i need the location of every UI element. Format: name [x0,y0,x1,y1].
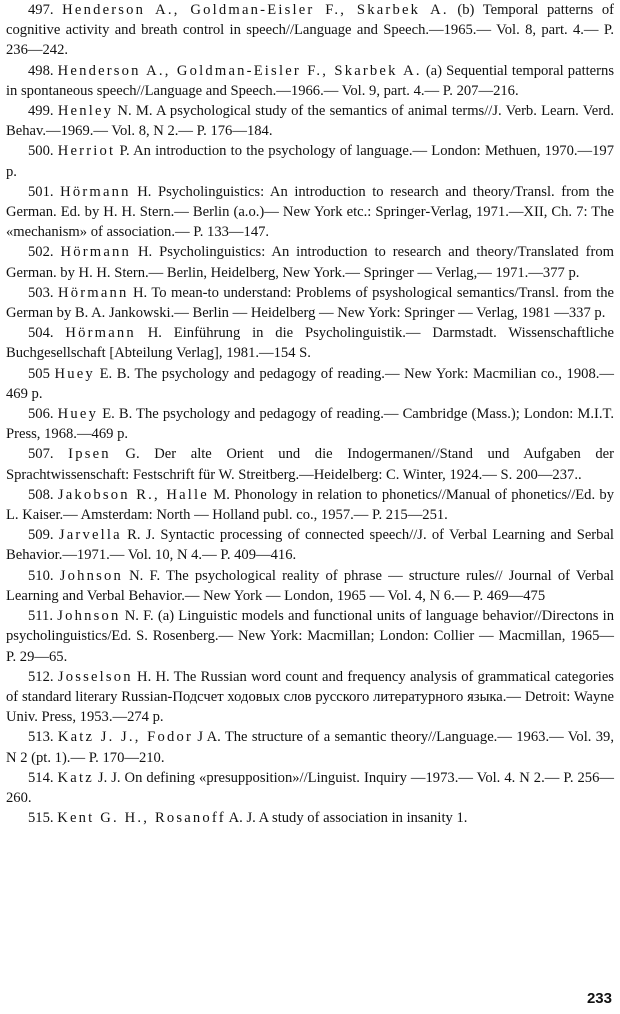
ref-author: Hörmann [58,284,129,301]
ref-number: 497. [28,2,54,18]
reference-entry [6,242,614,282]
ref-author: Katz J. J., Fodor [57,729,194,746]
ref-number: 499. [28,103,54,120]
ref-text: M. Phonology in relation to phonetics//Manual of phonetics//Ed. by L. Kaiser.— Amsterdam: North — Holland publ. co., 1957.— P. 215—251. [6,486,615,524]
ref-author: Henderson A., Goldman-Eisler F., Skarbek A. [62,2,449,18]
reference-entry [6,141,614,181]
ref-text: H. H. The Russian word count and frequency analysis of grammatical categories of standard literary Russian-Подсчет ходовых слов русского литературного языка.— Detroit: Wayne Univ. Press, 1953.—274 p. [6,668,614,726]
ref-text: N. F. (a) Linguistic models and functional units of language behavior//Directons in psycholinguistics/Ed. S. Rosenberg.— New York: Macmillan; London: Collier — Macmillan, 1965— P. 29—65. [6,608,615,665]
ref-author: Kent G. H., Rosanoff [57,810,226,827]
ref-text: J. J. On defining «presupposition»//Linguist. Inquiry —1973.— Vol. 4. N 2.— P. 256—260. [6,769,614,806]
ref-number: 507. [28,446,54,463]
reference-entry [6,283,614,323]
ref-author: Huey [54,365,95,382]
ref-author: Herriot [57,143,116,160]
ref-number: 502. [28,244,54,261]
ref-author: Hörmann [60,183,131,200]
ref-number: 505 [28,365,50,382]
ref-text: N. F. The psychological reality of phrase — structure rules// Journal of Verbal Learning and Verbal Behavior.— New York — London, 1965 — Vol. 4, N 6.— P. 469—475 [6,567,614,604]
ref-text: E. B. The psychology and pedagogy of reading.— New York: Macmilian co., 1908.—469 p. [6,365,614,402]
ref-number: 509. [28,527,54,544]
ref-number: 508. [28,486,54,503]
reference-entry [6,525,614,565]
ref-author: Huey [57,406,99,423]
reference-entry [6,667,614,728]
reference-entry [6,768,614,808]
ref-text: E. B. The psychology and pedagogy of reading.— Cambridge (Mass.); London: M.I.T. Press, 1968.—469 p. [6,406,615,443]
reference-entry [6,404,614,444]
reference-entry [6,808,614,828]
reference-list [6,0,614,828]
ref-author: Ipsen [68,446,111,463]
reference-entry [6,182,614,243]
ref-text: (b) Temporal patterns of cognitive activity and breath control in speech//Language and Speech.—1965.— Vol. 8, part. 4.— P. 236—242. [6,2,614,59]
reference-entry [6,727,614,767]
ref-text: H. Psycholinguistics: An introduction to research and theory/Translated from German. by H. H. Stern.— Berlin, Heidelberg, New York.— Springer — Verlag,— 1971.—377 p. [6,244,614,281]
reference-entry [6,61,614,101]
reference-entry [6,485,614,525]
reference-entry [6,444,614,484]
ref-text: N. M. A psychological study of the semantics of animal terms//J. Verb. Learn. Verd. Behav.—1969.— Vol. 8, N 2.— P. 176—184. [6,103,614,140]
ref-number: 506. [28,406,54,423]
ref-author: Henderson A., Goldman-Eisler F., Skarbek A. [57,62,422,79]
reference-entry [6,606,614,667]
ref-number: 512. [28,668,54,685]
ref-author: Jakobson R., Halle [57,486,209,503]
ref-author: Johnson [59,567,123,584]
ref-number: 503. [28,284,54,301]
reference-entry [6,566,614,606]
ref-author: Hörmann [60,244,132,261]
page-number: 233 [586,990,612,1007]
ref-text: (a) Sequential temporal patterns in spontaneous speech//Language and Speech.—1966.— Vol. 9, part. 4.— P. 207—216. [6,62,614,99]
ref-number: 504. [28,325,54,342]
ref-text: R. J. Syntactic processing of connected speech//J. of Verbal Learning and Serbal Behavior.—1971.— Vol. 10, N 4.— P. 409—416. [6,527,614,564]
ref-number: 500. [28,143,54,160]
ref-text: H. To mean-to understand: Problems of psysholоgical semantics/Transl. from the German by B. A. Jankowski.— Berlin — Heidelberg — New York: Springer — Verlag, 1981 —337 p. [6,284,614,322]
ref-text: P. An introduction to the psychology of language.— London: Methuen, 1970.—197 p. [6,143,614,180]
ref-author: Henley [57,103,114,120]
ref-text: H. Einführung in die Psycholinguistik.— Darmstadt. Wissenschaftliche Buchgesellschaft [Abteilung Verlag], 1981.—154 S. [6,325,614,362]
ref-author: Johnson [57,608,121,625]
ref-text: G. Der alte Orient und die Indogermanen//Stand und Aufgaben der Sprachtwissenschaft: Festschrift für W. Streitberg.—Heidelberg: C. Winter, 1924.— S. 200—237.. [6,446,614,483]
ref-author: Josselson [57,668,133,685]
reference-entry [6,364,614,404]
ref-number: 511. [28,608,53,625]
reference-entry [6,323,614,363]
ref-author: Hörmann [65,325,136,342]
ref-author: Jarvella [58,527,122,544]
ref-number: 501. [28,183,54,200]
reference-entry [6,101,614,141]
reference-entry [6,0,614,61]
ref-text: H. Psycholinguistics: An introduction to research and theory/Transl. from the German. Ed. by H. H. Stern.— Berlin (a.o.)— New York etc.: Springer-Verlag, 1971.—XII, Ch. 7: The «mechanism» of association.— P. 133—147. [6,183,614,241]
ref-text: J A. The structure of a semantic theory//Language.— 1963.— Vol. 39, N 2 (pt. 1).— P. 170—210. [6,729,614,766]
ref-number: 513. [28,729,54,746]
ref-text: A. J. A study of association in insanity 1. [228,810,468,827]
ref-author: Katz [57,769,94,786]
ref-number: 498. [28,62,54,79]
ref-number: 515. [28,810,54,827]
ref-number: 514. [28,769,54,786]
ref-number: 510. [28,567,54,584]
